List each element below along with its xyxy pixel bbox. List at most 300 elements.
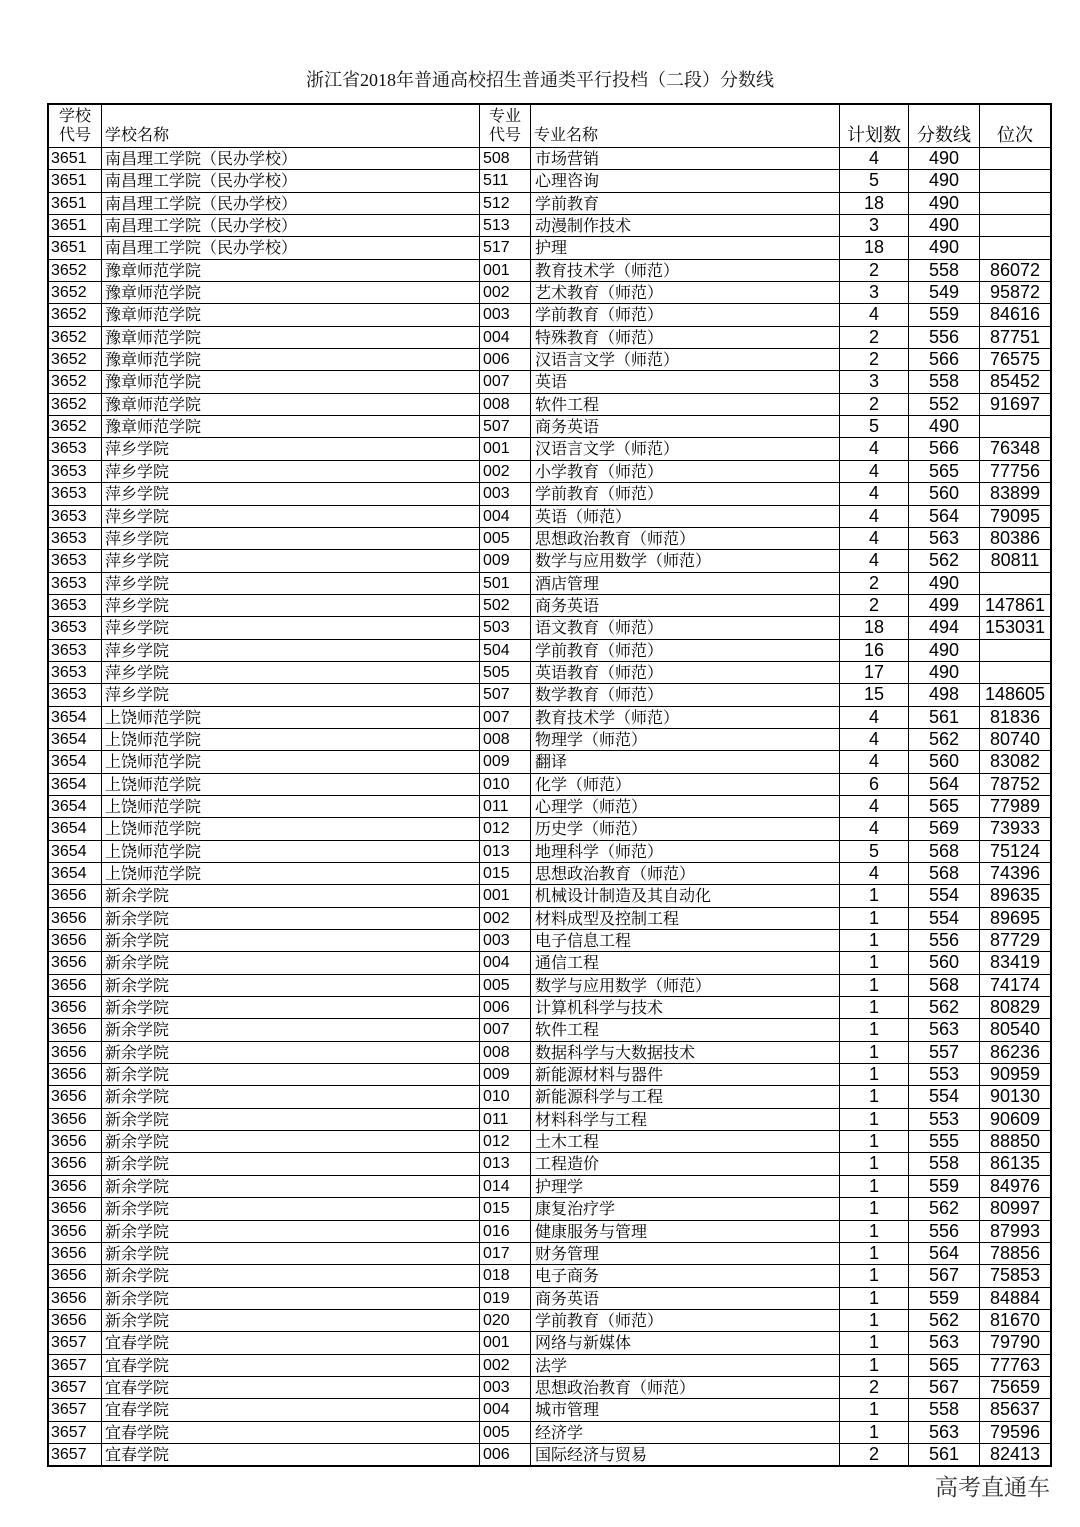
school-name-cell: 南昌理工学院（民办学校） — [102, 215, 480, 236]
plan-count-cell: 4 — [840, 148, 909, 169]
plan-count-cell: 1 — [840, 1153, 909, 1174]
school-name-cell: 上饶师范学院 — [102, 729, 480, 750]
table-row — [49, 750, 1050, 772]
major-name-cell: 国际经济与贸易 — [531, 1444, 840, 1465]
rank-cell — [980, 640, 1050, 661]
score-line-cell: 562 — [909, 1198, 980, 1219]
major-name-cell: 材料成型及控制工程 — [531, 908, 840, 929]
school-code-cell: 3653 — [49, 550, 102, 571]
school-code-cell: 3656 — [49, 1042, 102, 1063]
plan-count-cell: 1 — [840, 1086, 909, 1107]
table-row — [49, 1354, 1050, 1376]
school-name-cell: 上饶师范学院 — [102, 796, 480, 817]
school-name-cell: 豫章师范学院 — [102, 349, 480, 370]
score-line-cell: 554 — [909, 885, 980, 906]
score-line-cell: 490 — [909, 416, 980, 437]
major-code-cell: 015 — [480, 863, 531, 884]
score-line-cell: 568 — [909, 863, 980, 884]
major-name-cell: 机械设计制造及其自动化 — [531, 885, 840, 906]
score-line-cell: 490 — [909, 237, 980, 258]
major-name-cell: 化学（师范） — [531, 774, 840, 795]
major-name-cell: 康复治疗学 — [531, 1198, 840, 1219]
rank-cell: 84976 — [989, 1175, 1041, 1196]
major-code-cell: 507 — [480, 416, 531, 437]
major-code-cell: 020 — [480, 1310, 531, 1331]
school-code-cell: 3656 — [49, 1221, 102, 1242]
major-name-cell: 软件工程 — [531, 1019, 840, 1040]
plan-count-cell: 1 — [840, 1355, 909, 1376]
rank-cell: 85637 — [989, 1399, 1041, 1420]
major-code-cell: 003 — [480, 1377, 531, 1398]
table-row — [49, 460, 1050, 482]
school-code-cell: 3656 — [49, 1109, 102, 1130]
school-code-cell: 3656 — [49, 1086, 102, 1107]
header-school-name-label: 学校名称 — [105, 127, 170, 144]
major-name-cell: 软件工程 — [531, 394, 840, 415]
score-line-cell: 490 — [909, 573, 980, 594]
score-line-cell: 566 — [909, 349, 980, 370]
major-name-cell: 新能源材料与器件 — [531, 1064, 840, 1085]
plan-count-cell: 1 — [840, 1198, 909, 1219]
table-row — [49, 505, 1050, 527]
school-code-cell: 3652 — [49, 282, 102, 303]
plan-count-cell: 3 — [840, 215, 909, 236]
school-name-cell: 新余学院 — [102, 1288, 480, 1309]
school-name-cell: 南昌理工学院（民办学校） — [102, 148, 480, 169]
plan-count-cell: 1 — [840, 1422, 909, 1443]
table-row — [49, 370, 1050, 392]
rank-cell: 84884 — [989, 1287, 1041, 1308]
table-row — [49, 1331, 1050, 1353]
plan-count-cell: 1 — [840, 1109, 909, 1130]
major-code-cell: 011 — [480, 796, 531, 817]
school-name-cell: 宜春学院 — [102, 1444, 480, 1465]
school-name-cell: 萍乡学院 — [102, 483, 480, 504]
score-line-cell: 499 — [909, 595, 980, 616]
plan-count-cell: 4 — [840, 438, 909, 459]
school-name-cell: 萍乡学院 — [102, 640, 480, 661]
table-row — [49, 1421, 1050, 1443]
school-code-cell: 3653 — [49, 461, 102, 482]
school-code-cell: 3656 — [49, 1019, 102, 1040]
rank-cell: 91697 — [989, 393, 1041, 414]
header-plan-count — [840, 105, 909, 147]
school-code-cell: 3656 — [49, 1131, 102, 1152]
rank-cell: 80997 — [989, 1198, 1041, 1219]
major-code-cell: 009 — [480, 751, 531, 772]
rank-cell: 78856 — [989, 1242, 1041, 1263]
major-name-cell: 特殊教育（师范） — [531, 327, 840, 348]
plan-count-cell: 1 — [840, 1288, 909, 1309]
major-code-cell: 007 — [480, 707, 531, 728]
rank-cell — [980, 170, 1050, 191]
table-row — [49, 1041, 1050, 1063]
major-name-cell: 市场营销 — [531, 148, 840, 169]
major-name-cell: 数学与应用数学（师范） — [531, 550, 840, 571]
table-row — [49, 773, 1050, 795]
score-line-cell: 553 — [909, 1109, 980, 1130]
table-row — [49, 1376, 1050, 1398]
table-row — [49, 1220, 1050, 1242]
school-code-cell: 3656 — [49, 1288, 102, 1309]
rank-cell — [980, 416, 1050, 437]
score-line-cell: 554 — [909, 1086, 980, 1107]
table-row — [49, 236, 1050, 258]
school-code-cell: 3656 — [49, 1064, 102, 1085]
plan-count-cell: 1 — [840, 930, 909, 951]
major-name-cell: 学前教育（师范） — [531, 1310, 840, 1331]
score-line-cell: 566 — [909, 438, 980, 459]
score-line-cell: 558 — [909, 1153, 980, 1174]
table-row — [49, 281, 1050, 303]
header-school-code-line1: 学校 — [58, 108, 91, 125]
table-row — [49, 1287, 1050, 1309]
major-code-cell: 512 — [480, 193, 531, 214]
rank-cell — [980, 193, 1050, 214]
rank-cell: 75659 — [989, 1376, 1041, 1397]
major-code-cell: 513 — [480, 215, 531, 236]
major-name-cell: 物理学（师范） — [531, 729, 840, 750]
score-line-cell: 560 — [909, 483, 980, 504]
major-name-cell: 历史学（师范） — [531, 818, 840, 839]
plan-count-cell: 4 — [840, 483, 909, 504]
major-name-cell: 法学 — [531, 1355, 840, 1376]
plan-count-cell: 4 — [840, 707, 909, 728]
major-name-cell: 护理学 — [531, 1176, 840, 1197]
table-body — [49, 147, 1050, 1465]
school-code-cell: 3651 — [49, 237, 102, 258]
table-row — [49, 326, 1050, 348]
major-name-cell: 心理学（师范） — [531, 796, 840, 817]
school-name-cell: 上饶师范学院 — [102, 863, 480, 884]
plan-count-cell: 18 — [840, 237, 909, 258]
header-school-code-line2: 代号 — [58, 127, 91, 144]
score-line-cell: 490 — [909, 193, 980, 214]
school-code-cell: 3653 — [49, 662, 102, 683]
school-name-cell: 新余学院 — [102, 1153, 480, 1174]
major-name-cell: 英语教育（师范） — [531, 662, 840, 683]
score-line-cell: 563 — [909, 1332, 980, 1353]
header-major-code-line1: 专业 — [488, 108, 521, 125]
header-school-code — [49, 105, 102, 147]
rank-cell: 86072 — [989, 259, 1041, 280]
school-name-cell: 豫章师范学院 — [102, 371, 480, 392]
major-code-cell: 009 — [480, 1064, 531, 1085]
major-name-cell: 计算机科学与技术 — [531, 997, 840, 1018]
school-name-cell: 豫章师范学院 — [102, 416, 480, 437]
major-code-cell: 004 — [480, 506, 531, 527]
plan-count-cell: 1 — [840, 997, 909, 1018]
school-name-cell: 豫章师范学院 — [102, 394, 480, 415]
major-code-cell: 007 — [480, 371, 531, 392]
school-name-cell: 豫章师范学院 — [102, 282, 480, 303]
major-code-cell: 013 — [480, 1153, 531, 1174]
score-line-cell: 562 — [909, 550, 980, 571]
rank-cell: 78752 — [989, 773, 1041, 794]
plan-count-cell: 1 — [840, 1176, 909, 1197]
major-code-cell: 002 — [480, 1355, 531, 1376]
school-name-cell: 新余学院 — [102, 997, 480, 1018]
score-line-cell: 564 — [909, 774, 980, 795]
score-line-cell: 563 — [909, 528, 980, 549]
score-line-cell: 565 — [909, 796, 980, 817]
school-code-cell: 3653 — [49, 438, 102, 459]
plan-count-cell: 4 — [840, 304, 909, 325]
rank-cell: 81670 — [989, 1309, 1041, 1330]
plan-count-cell: 4 — [840, 818, 909, 839]
major-code-cell: 013 — [480, 841, 531, 862]
major-name-cell: 经济学 — [531, 1422, 840, 1443]
major-name-cell: 小学教育（师范） — [531, 461, 840, 482]
school-name-cell: 萍乡学院 — [102, 595, 480, 616]
major-code-cell: 015 — [480, 1198, 531, 1219]
score-line-cell: 490 — [909, 170, 980, 191]
table-row — [49, 1197, 1050, 1219]
major-code-cell: 502 — [480, 595, 531, 616]
school-name-cell: 上饶师范学院 — [102, 841, 480, 862]
major-code-cell: 004 — [480, 952, 531, 973]
school-code-cell: 3654 — [49, 729, 102, 750]
major-name-cell: 数学教育（师范） — [531, 684, 840, 705]
header-rank-label: 位次 — [997, 125, 1033, 145]
school-code-cell: 3653 — [49, 528, 102, 549]
header-major-code — [480, 105, 531, 147]
school-name-cell: 南昌理工学院（民办学校） — [102, 170, 480, 191]
rank-cell: 80540 — [989, 1019, 1041, 1040]
score-line-cell: 563 — [909, 1422, 980, 1443]
school-name-cell: 新余学院 — [102, 1131, 480, 1152]
plan-count-cell: 1 — [840, 1019, 909, 1040]
table-row — [49, 303, 1050, 325]
major-code-cell: 012 — [480, 1131, 531, 1152]
plan-count-cell: 6 — [840, 774, 909, 795]
score-line-cell: 555 — [909, 1131, 980, 1152]
score-line-cell: 552 — [909, 394, 980, 415]
score-line-cell: 563 — [909, 1019, 980, 1040]
score-line-cell: 568 — [909, 975, 980, 996]
school-name-cell: 萍乡学院 — [102, 461, 480, 482]
table-row — [49, 393, 1050, 415]
major-code-cell: 009 — [480, 550, 531, 571]
plan-count-cell: 4 — [840, 550, 909, 571]
rank-cell: 75124 — [989, 840, 1041, 861]
score-line-cell: 558 — [909, 260, 980, 281]
major-name-cell: 动漫制作技术 — [531, 215, 840, 236]
school-code-cell: 3654 — [49, 818, 102, 839]
school-code-cell: 3654 — [49, 796, 102, 817]
rank-cell: 82413 — [989, 1443, 1041, 1464]
table-row — [49, 974, 1050, 996]
plan-count-cell: 15 — [840, 684, 909, 705]
major-name-cell: 语文教育（师范） — [531, 617, 840, 638]
rank-cell: 85452 — [989, 371, 1041, 392]
school-name-cell: 宜春学院 — [102, 1355, 480, 1376]
major-name-cell: 教育技术学（师范） — [531, 260, 840, 281]
major-name-cell: 学前教育（师范） — [531, 640, 840, 661]
major-code-cell: 006 — [480, 997, 531, 1018]
score-line-cell: 490 — [909, 148, 980, 169]
major-name-cell: 土木工程 — [531, 1131, 840, 1152]
school-name-cell: 萍乡学院 — [102, 506, 480, 527]
score-line-cell: 561 — [909, 707, 980, 728]
plan-count-cell: 5 — [840, 416, 909, 437]
major-code-cell: 010 — [480, 1086, 531, 1107]
major-name-cell: 电子商务 — [531, 1265, 840, 1286]
major-code-cell: 005 — [480, 975, 531, 996]
school-name-cell: 宜春学院 — [102, 1332, 480, 1353]
score-line-cell: 498 — [909, 684, 980, 705]
table-row — [49, 1108, 1050, 1130]
school-name-cell: 新余学院 — [102, 975, 480, 996]
major-code-cell: 010 — [480, 774, 531, 795]
table-row — [49, 1309, 1050, 1331]
school-name-cell: 豫章师范学院 — [102, 327, 480, 348]
table-row — [49, 1443, 1050, 1465]
header-major-code-line2: 代号 — [488, 127, 521, 144]
school-code-cell: 3654 — [49, 751, 102, 772]
major-name-cell: 汉语言文学（师范） — [531, 349, 840, 370]
major-code-cell: 001 — [480, 438, 531, 459]
score-line-cell: 569 — [909, 818, 980, 839]
school-code-cell: 3656 — [49, 997, 102, 1018]
plan-count-cell: 1 — [840, 1399, 909, 1420]
rank-cell: 148605 — [984, 684, 1046, 705]
table-header — [49, 105, 1050, 147]
table-row — [49, 683, 1050, 705]
school-code-cell: 3653 — [49, 573, 102, 594]
major-code-cell: 505 — [480, 662, 531, 683]
table-row — [49, 1085, 1050, 1107]
plan-count-cell: 5 — [840, 170, 909, 191]
rank-cell: 89635 — [989, 885, 1041, 906]
major-name-cell: 商务英语 — [531, 595, 840, 616]
score-line-cell: 559 — [909, 1288, 980, 1309]
score-line-cell: 562 — [909, 1310, 980, 1331]
school-name-cell: 萍乡学院 — [102, 438, 480, 459]
table-row — [49, 907, 1050, 929]
score-line-cell: 565 — [909, 461, 980, 482]
table-row — [49, 147, 1050, 169]
rank-cell — [980, 215, 1050, 236]
plan-count-cell: 4 — [840, 461, 909, 482]
major-code-cell: 012 — [480, 818, 531, 839]
school-code-cell: 3656 — [49, 908, 102, 929]
school-name-cell: 上饶师范学院 — [102, 751, 480, 772]
school-code-cell: 3656 — [49, 975, 102, 996]
table-row — [49, 661, 1050, 683]
school-code-cell: 3653 — [49, 595, 102, 616]
school-code-cell: 3654 — [49, 774, 102, 795]
rank-cell: 80829 — [989, 997, 1041, 1018]
school-code-cell: 3656 — [49, 952, 102, 973]
score-line-cell: 549 — [909, 282, 980, 303]
major-name-cell: 学前教育（师范） — [531, 483, 840, 504]
table-row — [49, 951, 1050, 973]
header-score-line-label: 分数线 — [917, 125, 971, 145]
table-row — [49, 862, 1050, 884]
header-score-line — [909, 105, 980, 147]
score-line-cell: 568 — [909, 841, 980, 862]
school-name-cell: 新余学院 — [102, 1243, 480, 1264]
score-line-cell: 494 — [909, 617, 980, 638]
rank-cell: 87993 — [989, 1220, 1041, 1241]
school-code-cell: 3657 — [49, 1444, 102, 1465]
rank-cell: 147861 — [984, 594, 1046, 615]
table-row — [49, 728, 1050, 750]
major-name-cell: 工程造价 — [531, 1153, 840, 1174]
school-name-cell: 新余学院 — [102, 1265, 480, 1286]
school-name-cell: 上饶师范学院 — [102, 774, 480, 795]
school-name-cell: 豫章师范学院 — [102, 304, 480, 325]
school-name-cell: 宜春学院 — [102, 1422, 480, 1443]
plan-count-cell: 3 — [840, 371, 909, 392]
plan-count-cell: 2 — [840, 1377, 909, 1398]
major-name-cell: 网络与新媒体 — [531, 1332, 840, 1353]
major-code-cell: 006 — [480, 1444, 531, 1465]
plan-count-cell: 1 — [840, 1265, 909, 1286]
score-line-cell: 490 — [909, 215, 980, 236]
major-code-cell: 014 — [480, 1176, 531, 1197]
major-code-cell: 006 — [480, 349, 531, 370]
major-name-cell: 教育技术学（师范） — [531, 707, 840, 728]
rank-cell — [980, 662, 1050, 683]
rank-cell: 90609 — [989, 1108, 1041, 1129]
plan-count-cell: 1 — [840, 975, 909, 996]
score-line-cell: 559 — [909, 304, 980, 325]
plan-count-cell: 2 — [840, 595, 909, 616]
plan-count-cell: 4 — [840, 751, 909, 772]
plan-count-cell: 1 — [840, 908, 909, 929]
header-major-name — [531, 105, 840, 147]
plan-count-cell: 1 — [840, 885, 909, 906]
major-code-cell: 007 — [480, 1019, 531, 1040]
score-line-cell: 553 — [909, 1064, 980, 1085]
table-row — [49, 1018, 1050, 1040]
school-code-cell: 3656 — [49, 1153, 102, 1174]
school-code-cell: 3652 — [49, 327, 102, 348]
table-row — [49, 482, 1050, 504]
table-row — [49, 1130, 1050, 1152]
school-code-cell: 3656 — [49, 885, 102, 906]
score-line-cell: 564 — [909, 506, 980, 527]
table-row — [49, 1175, 1050, 1197]
plan-count-cell: 1 — [840, 952, 909, 973]
rank-cell: 83419 — [989, 952, 1041, 973]
major-name-cell: 酒店管理 — [531, 573, 840, 594]
rank-cell: 77763 — [989, 1354, 1041, 1375]
table-row — [49, 572, 1050, 594]
school-code-cell: 3657 — [49, 1377, 102, 1398]
plan-count-cell: 4 — [840, 528, 909, 549]
major-code-cell: 501 — [480, 573, 531, 594]
rank-cell — [980, 237, 1050, 258]
plan-count-cell: 18 — [840, 617, 909, 638]
table-row — [49, 169, 1050, 191]
major-code-cell: 517 — [480, 237, 531, 258]
school-name-cell: 新余学院 — [102, 1064, 480, 1085]
score-line-cell: 567 — [909, 1377, 980, 1398]
school-name-cell: 宜春学院 — [102, 1377, 480, 1398]
school-name-cell: 新余学院 — [102, 952, 480, 973]
table-row — [49, 1152, 1050, 1174]
rank-cell: 73933 — [989, 818, 1041, 839]
rank-cell: 84616 — [989, 304, 1041, 325]
score-line-cell: 558 — [909, 371, 980, 392]
major-name-cell: 新能源科学与工程 — [531, 1086, 840, 1107]
major-name-cell: 思想政治教育（师范） — [531, 528, 840, 549]
major-name-cell: 财务管理 — [531, 1243, 840, 1264]
score-line-cell: 561 — [909, 1444, 980, 1465]
